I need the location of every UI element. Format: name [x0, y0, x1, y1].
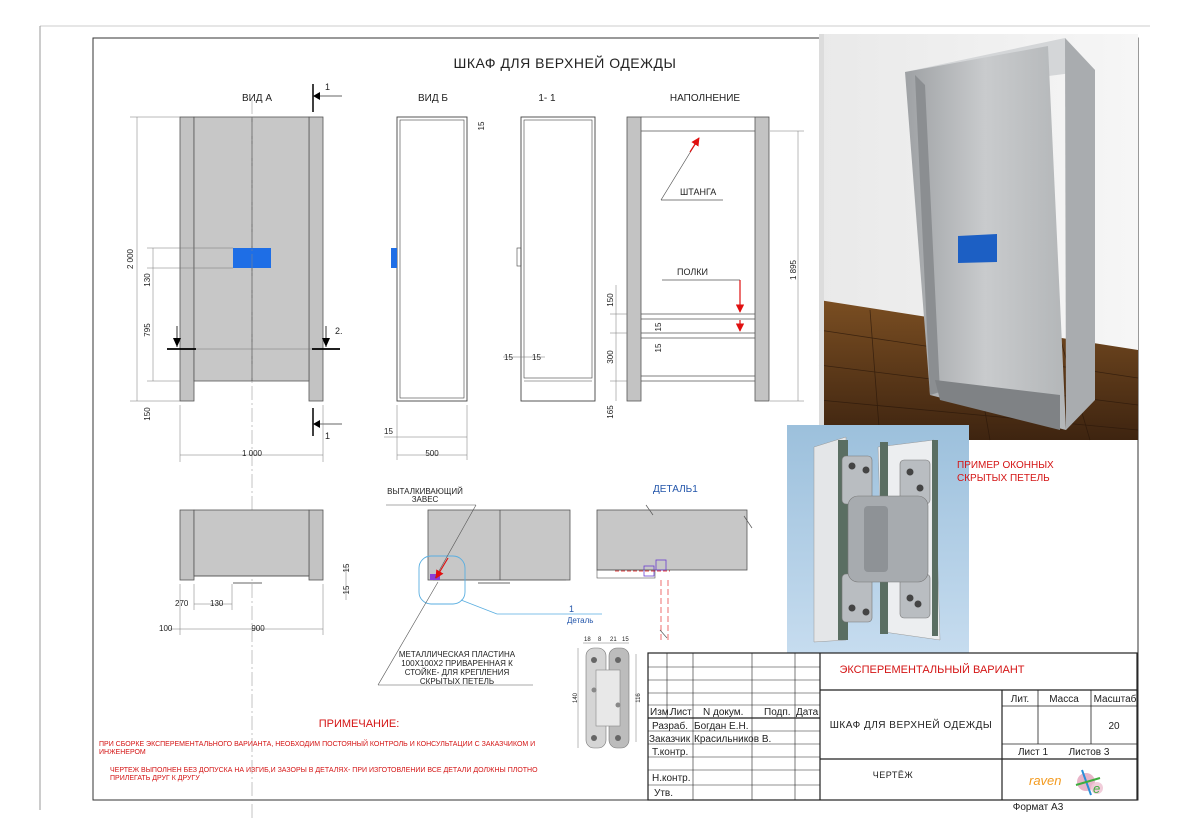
dim-795: 795	[143, 323, 152, 337]
plate-label: СТОЙКЕ- ДЛЯ КРЕПЛЕНИЯ	[404, 668, 510, 677]
note-line: ЧЕРТЕЖ ВЫПОЛНЕН БЕЗ ДОПУСКА НА ИЗГИБ,И ЗАЗОРЫ В ДЕТАЛЯХ- ПРИ ИЗГОТОВЛЕНИИ ВСЕ ДЕТАЛИ ДОЛЖНЫ ПЛОТНО	[110, 767, 538, 774]
rod-label: ШТАНГА	[680, 187, 717, 197]
col-list: Лист	[670, 707, 692, 718]
title-block-text	[649, 663, 1137, 813]
dim-width-total: 1 000	[241, 449, 263, 458]
dim-100: 100	[159, 624, 173, 633]
hinge-dim-140: 140	[573, 692, 579, 704]
view-b-title: ВИД Б	[418, 93, 448, 104]
notes	[99, 718, 538, 782]
drawing-title: ШКАФ ДЛЯ ВЕРХНЕЙ ОДЕЖДЫ	[453, 55, 677, 71]
dim-130: 130	[143, 273, 152, 287]
mass-label: Масса	[1049, 694, 1079, 705]
title-block-name: ШКАФ ДЛЯ ВЕРХНЕЙ ОДЕЖДЫ	[829, 720, 993, 731]
section-mark-label: 2.	[335, 326, 343, 336]
plate-label: МЕТАЛЛИЧЕСКАЯ ПЛАСТИНА	[398, 650, 516, 659]
dim-15: 15	[342, 585, 351, 595]
hinge-photo	[787, 425, 969, 653]
plate-label: СКРЫТЫХ ПЕТЕЛЬ	[419, 677, 495, 686]
note-line: ПРИ СБОРКЕ ЭКСПЕРЕМЕНТАЛЬНОГО ВАРИАНТА, НЕОБХОДИМ ПОСТОЯНЫЙ КОНТРОЛЬ И КОНСУЛЬТАЦИИ С ЗАКАЗЧИКОМ И	[99, 741, 536, 748]
hinge-dim-18: 18	[584, 637, 591, 643]
section-mark-1-bottom	[313, 408, 342, 441]
plate-label: 100Х100Х2 ПРИВАРЕННАЯ К	[401, 659, 513, 668]
dim-150: 150	[606, 293, 615, 307]
hinge-section-view	[378, 487, 602, 686]
dim-15: 15	[504, 353, 513, 362]
sheets-label: Листов 3	[1068, 747, 1110, 758]
dim-270: 270	[175, 599, 189, 608]
hinge-dim-8: 8	[598, 637, 602, 643]
dim-130: 130	[210, 599, 224, 608]
note-line: ИНЖЕНЕРОМ	[99, 749, 146, 756]
dim-500: 500	[425, 449, 439, 458]
dim-15: 15	[532, 353, 541, 362]
razrab-name: Богдан Е.Н.	[694, 721, 749, 732]
render-3d	[819, 34, 1138, 440]
hinge-dim-116: 116	[636, 693, 642, 703]
format-label: Формат А3	[1012, 802, 1064, 813]
hinge-small-drawing	[573, 637, 642, 748]
scale-value: 20	[1108, 721, 1120, 732]
col-doc: N докум.	[703, 707, 744, 718]
logo-tail: e	[1093, 781, 1101, 796]
dim-150: 150	[143, 407, 152, 421]
row-tkontr: Т.контр.	[652, 747, 689, 758]
col-date: Дата	[796, 707, 819, 718]
detail-callout-word: Деталь	[567, 616, 594, 625]
dim-15: 15	[654, 343, 663, 353]
lit-label: Лит.	[1010, 694, 1030, 705]
filling-title: НАПОЛНЕНИЕ	[669, 93, 741, 104]
company-logo	[1029, 770, 1103, 796]
hinge-dim-21: 21	[610, 637, 617, 643]
dim-300: 300	[606, 350, 615, 364]
hinge-dim-15: 15	[622, 637, 629, 643]
dim-15: 15	[342, 563, 351, 573]
section-mark-label: 1	[325, 82, 331, 92]
dim-900: 900	[251, 624, 265, 633]
section-title: 1- 1	[538, 93, 556, 104]
dim-1895: 1 895	[789, 259, 798, 281]
dim-165: 165	[606, 405, 615, 419]
customer-name: Красильников В.	[694, 734, 772, 745]
section-1-1	[503, 117, 595, 401]
dim-height-total: 2 000	[126, 248, 135, 270]
variant-label: ЭКСПЕРЕМЕНТАЛЬНЫЙ ВАРИАНТ	[839, 664, 1025, 676]
detail-1-view	[597, 484, 752, 640]
push-hinge-label: ЗАВЕС	[411, 495, 439, 504]
sheet-label: Лист 1	[1017, 747, 1049, 758]
section-mark-label: 1	[325, 431, 331, 441]
logo-text: raven	[1029, 773, 1062, 788]
shelves-label: ПОЛКИ	[677, 267, 708, 277]
detail-callout-number: 1	[569, 604, 575, 614]
notes-heading: ПРИМЕЧАНИЕ:	[318, 718, 400, 730]
dim-15: 15	[384, 427, 393, 436]
detail-title: ДЕТАЛЬ1	[653, 484, 698, 495]
row-nkontr: Н.контр.	[652, 773, 691, 784]
view-b-side	[384, 117, 486, 460]
push-hinge-label: ВЫТАЛКИВАЮЩИЙ	[387, 487, 463, 496]
view-a-front	[180, 100, 323, 820]
scale-label: Масштаб	[1093, 694, 1137, 705]
view-a-title: ВИД А	[241, 93, 273, 104]
hinge-example-label: ПРИМЕР ОКОННЫХ	[957, 460, 1054, 471]
section-mark-1-top	[313, 82, 342, 112]
col-izm: Изм.	[650, 707, 672, 718]
filling-view	[606, 117, 804, 419]
dim-15: 15	[477, 121, 486, 131]
row-utv: Утв.	[654, 788, 674, 799]
plan-view	[159, 510, 351, 635]
hinge-example-label: СКРЫТЫХ ПЕТЕЛЬ	[957, 473, 1050, 484]
title-block-type: ЧЕРТЁЖ	[872, 770, 914, 780]
note-line: ПРИЛЕГАТЬ ДРУГ К ДРУГУ	[110, 775, 200, 782]
row-razrab: Разраб.	[652, 721, 689, 732]
row-customer: Заказчик	[649, 734, 691, 745]
col-sign: Подп.	[764, 707, 791, 718]
dim-15: 15	[654, 322, 663, 332]
